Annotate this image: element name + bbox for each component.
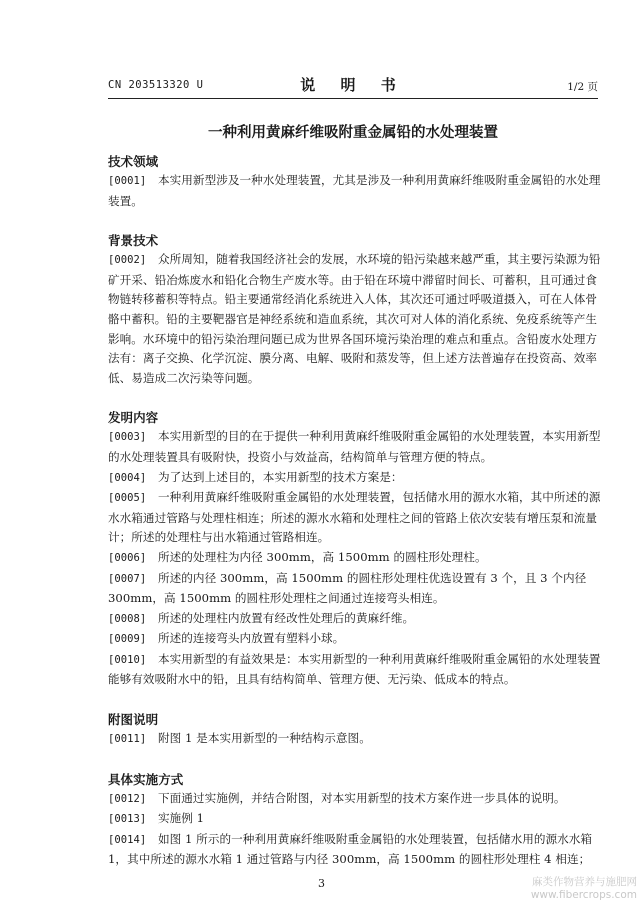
section-heading: 具体实施方式 <box>108 771 184 787</box>
paragraph-number: [0009] <box>108 633 147 646</box>
paragraph-text: 所述的连接弯头内放置有塑料小球。 <box>158 631 345 646</box>
paragraph-number: [0011] <box>108 733 147 746</box>
paragraph-number: [0002] <box>108 254 147 267</box>
paragraph-number: [0001] <box>108 175 147 187</box>
watermark-line: www.fibercrops.com <box>530 889 637 901</box>
document-type: 说 明 书 <box>300 76 406 94</box>
paragraph-text: 一种利用黄麻纤维吸附重金属铅的水处理装置，包括储水用的源水水箱，其中所述的源水水箱通过管路与处理柱相连；所述的源水水箱和处理柱之间的管路上依次安装有增压泵和流量计；所述的处理柱与出水箱通过管路相连。 <box>108 490 601 545</box>
paragraph <box>108 171 608 211</box>
paragraph-number: [0012] <box>108 792 147 805</box>
paragraph-text: 实施例 1 <box>158 811 205 826</box>
header-rule <box>108 98 598 99</box>
paragraph-text: 本实用新型的目的在于提供一种利用黄麻纤维吸附重金属铅的水处理装置，本实用新型的水处理装置具有吸附快，投资小与效益高，结构简单与管理方便的特点。 <box>108 429 601 464</box>
paragraph <box>108 548 608 569</box>
paragraph-text: 为了达到上述目的，本实用新型的技术方案是： <box>158 469 403 484</box>
section-heading: 附图说明 <box>108 712 159 728</box>
section-heading: 背景技术 <box>108 233 159 249</box>
page-indicator: 1/2 页 <box>567 81 598 93</box>
section-heading: 发明内容 <box>108 410 159 426</box>
paragraph-number: [0013] <box>108 813 147 826</box>
paragraph-number: [0004] <box>108 471 147 484</box>
patent-number: CN 203513320 U <box>108 79 204 91</box>
paragraph-text: 本实用新型的有益效果是：本实用新型的一种利用黄麻纤维吸附重金属铅的水处理装置能够有效吸附水中的铅，且具有结构简单、管理方便、无污染、低成本的特点。 <box>108 651 601 687</box>
paragraph-number: [0005] <box>108 492 147 505</box>
paragraph-number: [0014] <box>108 833 147 846</box>
paragraph-number: [0006] <box>108 551 147 564</box>
paragraph-text: 所述的处理柱为内径 300mm，高 1500mm 的圆柱形处理柱。 <box>158 549 487 564</box>
paragraph <box>108 650 608 690</box>
paragraph <box>108 729 608 750</box>
document-body <box>108 152 608 870</box>
paragraph <box>108 569 608 609</box>
paragraph <box>108 488 608 548</box>
paragraph-number: [0008] <box>108 612 147 625</box>
paragraph <box>108 468 608 489</box>
paragraph-text: 本实用新型涉及一种水处理装置，尤其是涉及一种利用黄麻纤维吸附重金属铅的水处理装置。 <box>108 173 601 208</box>
page-header <box>108 74 598 96</box>
watermark <box>531 876 637 902</box>
paragraph <box>108 629 608 650</box>
paragraph <box>108 830 608 870</box>
paragraph-number: [0003] <box>108 431 147 444</box>
section-heading: 技术领域 <box>108 154 159 169</box>
paragraph <box>108 609 608 630</box>
paragraph-text: 附图 1 是本实用新型的一种结构示意图。 <box>158 731 371 746</box>
paragraph-number: [0007] <box>108 572 147 585</box>
paragraph <box>108 809 608 830</box>
paragraph-number: [0010] <box>108 653 147 666</box>
document-title: 一种利用黄麻纤维吸附重金属铅的水处理装置 <box>208 125 498 141</box>
watermark-line: 麻类作物营养与施肥网 <box>532 876 637 888</box>
page-number: 3 <box>318 877 325 890</box>
paragraph <box>108 789 608 810</box>
paragraph <box>108 427 608 467</box>
paragraph-text: 众所周知，随着我国经济社会的发展，水环境的铅污染越来越严重，其主要污染源为铅矿开采、铅冶炼废水和铅化合物生产废水等。由于铅在环境中滞留时间长、可蓄积，且可通过食物链转移蓄积等特点。铅主要通常经消化系统进入人体，其次还可通过呼吸道摄入，可在人体骨骼中蓄积。铅的主要靶器官是神经系统和造血系统，其次可对人体的消化系统、免疫系统等产生影响。水环境中的铅污染治理问题已成为世界各国环境污染治理的难点和重点。含铅废水处理方法有：离子交换、化学沉淀、膜分离、电解、吸附和蒸发等，但上述方法普遍存在投资高、效率低、易造成二次污染等问题。 <box>108 252 601 385</box>
paragraph-text: 所述的处理柱内放置有经改性处理后的黄麻纤维。 <box>158 610 415 625</box>
paragraph-text: 如图 1 所示的一种利用黄麻纤维吸附重金属铅的水处理装置，包括储水用的源水水箱 1，其中所述的源水水箱 1 通过管路与内径 300mm，高 1500mm 的圆柱形处理柱 4 相连； <box>108 831 593 867</box>
paragraph-text: 所述的内径 300mm，高 1500mm 的圆柱形处理柱优选设置有 3 个，且 3 个内径 300mm，高 1500mm 的圆柱形处理柱之间通过连接弯头相连。 <box>108 570 587 606</box>
paragraph <box>108 250 608 388</box>
paragraph-text: 下面通过实施例，并结合附图，对本实用新型的技术方案作进一步具体的说明。 <box>158 790 566 805</box>
